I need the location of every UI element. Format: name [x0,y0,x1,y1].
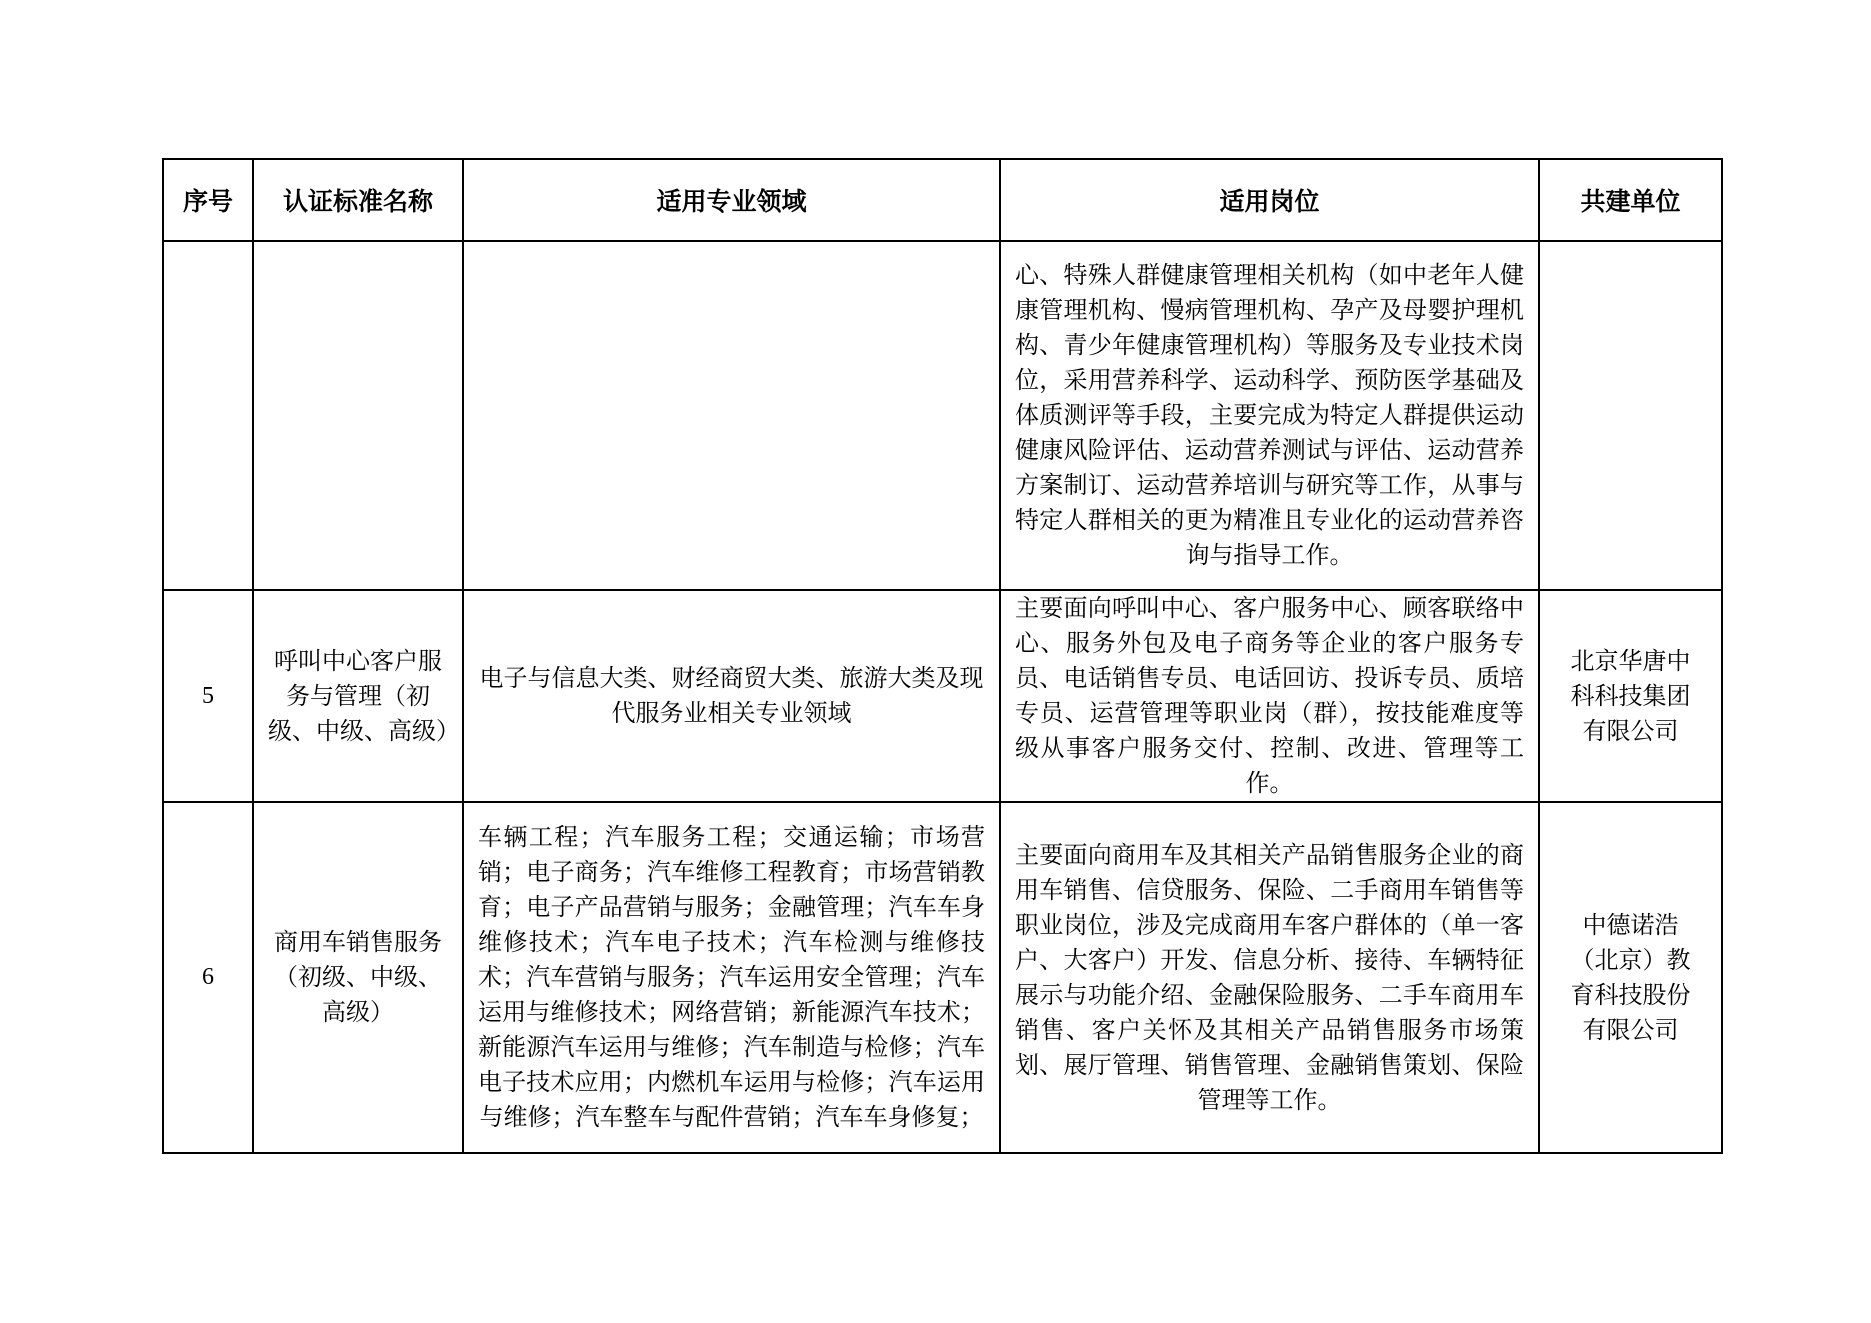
cell-positions: 主要面向商用车及其相关产品销售服务企业的商用车销售、信贷服务、保险、二手商用车销售等职业岗位，涉及完成商用车客户群体的（单一客户、大客户）开发、信息分析、接待、车辆特征展示与功能介绍、金融保险服务、二手车商用车销售、客户关怀及其相关产品销售服务市场策划、展厅管理、销售管理、金融销售策划、保险管理等工作。 [1000,802,1539,1153]
cell-majors: 电子与信息大类、财经商贸大类、旅游大类及现代服务业相关专业领域 [463,590,1000,802]
cell-standard-name: 呼叫中心客户服务与管理（初级、中级、高级） [253,590,463,802]
header-partner: 共建单位 [1539,159,1722,241]
header-index: 序号 [163,159,253,241]
cell-standard-name [253,241,463,590]
header-row [163,159,1722,241]
table-row [163,241,1722,590]
header-standard-name: 认证标准名称 [253,159,463,241]
header-majors: 适用专业领域 [463,159,1000,241]
certification-table [162,158,1723,1154]
cell-index: 6 [163,802,253,1153]
cell-positions: 主要面向呼叫中心、客户服务中心、顾客联络中心、服务外包及电子商务等企业的客户服务专员、电话销售专员、电话回访、投诉专员、质培专员、运营管理等职业岗（群），按技能难度等级从事客户服务交付、控制、改进、管理等工作。 [1000,590,1539,802]
cell-positions: 心、特殊人群健康管理相关机构（如中老年人健康管理机构、慢病管理机构、孕产及母婴护理机构、青少年健康管理机构）等服务及专业技术岗位，采用营养科学、运动科学、预防医学基础及体质测评等手段，主要完成为特定人群提供运动健康风险评估、运动营养测试与评估、运动营养方案制订、运动营养培训与研究等工作，从事与特定人群相关的更为精准且专业化的运动营养咨询与指导工作。 [1000,241,1539,590]
cell-partner: 北京华唐中科科技集团有限公司 [1539,590,1722,802]
cell-partner: 中德诺浩（北京）教育科技股份有限公司 [1539,802,1722,1153]
cell-standard-name: 商用车销售服务（初级、中级、高级） [253,802,463,1153]
cell-partner [1539,241,1722,590]
header-positions: 适用岗位 [1000,159,1539,241]
table-row [163,802,1722,1153]
cell-index [163,241,253,590]
table-row [163,590,1722,802]
cell-majors: 车辆工程；汽车服务工程；交通运输；市场营销；电子商务；汽车维修工程教育；市场营销教育；电子产品营销与服务；金融管理；汽车车身维修技术；汽车电子技术；汽车检测与维修技术；汽车营销与服务；汽车运用安全管理；汽车运用与维修技术；网络营销；新能源汽车技术；新能源汽车运用与维修；汽车制造与检修；汽车电子技术应用；内燃机车运用与检修；汽车运用与维修；汽车整车与配件营销；汽车车身修复； [463,802,1000,1153]
cell-index: 5 [163,590,253,802]
cell-majors [463,241,1000,590]
